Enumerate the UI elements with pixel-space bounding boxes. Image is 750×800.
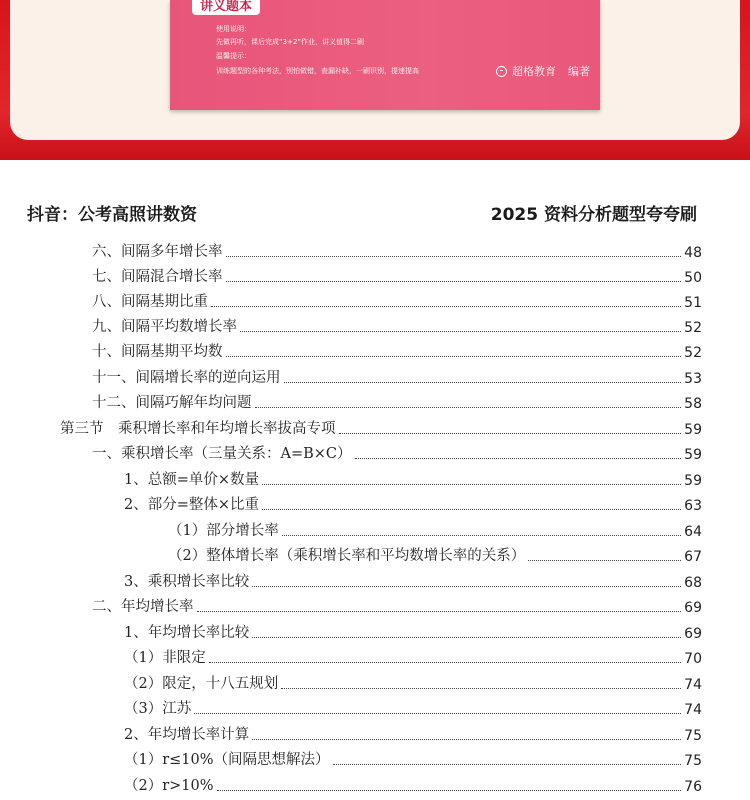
toc-entry-page: 69	[684, 626, 702, 642]
toc-entry	[92, 289, 702, 311]
toc-dot-leader	[211, 306, 681, 307]
toc-entry	[124, 645, 702, 667]
toc-dot-leader	[282, 535, 681, 536]
toc-entry	[124, 696, 702, 718]
toc-entry-title: 3、乘积增长率比较	[124, 574, 250, 590]
toc-entry-page: 50	[684, 270, 702, 286]
toc-entry-page: 74	[684, 677, 702, 693]
toc-entry	[124, 569, 702, 591]
toc-dot-leader	[333, 764, 682, 765]
toc-entry-page: 75	[684, 728, 702, 744]
toc-entry-title: 八、间隔基期比重	[92, 294, 208, 310]
toc-dot-leader	[252, 586, 681, 587]
toc-entry	[92, 239, 702, 261]
banner-inner-panel	[10, 0, 740, 140]
toc-entry-title: 1、总额=单价×数量	[124, 472, 260, 488]
toc-entry-title: （2）限定，十八五规划	[124, 676, 279, 692]
header-left-text: 抖音：公考高照讲数资	[27, 205, 197, 225]
toc-entry-page: 67	[684, 549, 702, 565]
toc-entry	[92, 314, 702, 336]
toc-entry-page: 52	[684, 320, 702, 336]
toc-entry-title: 1、年均增长率比较	[124, 625, 250, 641]
toc-entry	[168, 518, 702, 540]
toc-entry-page: 76	[684, 779, 702, 795]
cover-tag: 讲义题本	[192, 0, 260, 15]
toc-dot-leader	[197, 611, 682, 612]
toc-entry	[168, 543, 702, 565]
toc-entry-title: 九、间隔平均数增长率	[92, 319, 237, 335]
toc-entry	[124, 747, 702, 769]
toc-dot-leader	[252, 739, 681, 740]
toc-entry-page: 68	[684, 575, 702, 591]
toc-entry-title: （2）整体增长率（乘积增长率和平均数增长率的关系）	[168, 548, 526, 564]
toc-entry-page: 48	[684, 245, 702, 261]
toc-dot-leader	[194, 713, 681, 714]
toc-entry	[60, 416, 702, 438]
toc-dot-leader	[255, 407, 682, 408]
book-cover-banner	[0, 0, 750, 160]
toc-entry-title: （3）江苏	[124, 701, 192, 717]
toc-dot-leader	[226, 356, 682, 357]
toc-entry	[124, 773, 702, 795]
toc-dot-leader	[262, 484, 681, 485]
toc-entry-page: 75	[684, 753, 702, 769]
toc-dot-leader	[528, 560, 681, 561]
cover-usage-title: 使用说明：	[216, 25, 251, 33]
toc-entry-title: 第三节 乘积增长率和年均增长率拔高专项	[60, 421, 336, 437]
page-header	[27, 200, 697, 226]
toc-entry	[92, 365, 702, 387]
book-cover	[170, 0, 600, 110]
toc-entry-page: 59	[684, 447, 702, 463]
toc-entry-title: 六、间隔多年增长率	[92, 244, 223, 260]
toc-dot-leader	[281, 688, 681, 689]
toc-dot-leader	[355, 458, 682, 459]
toc-entry	[124, 492, 702, 514]
toc-entry-page: 69	[684, 600, 702, 616]
cover-usage-text: 先做再听，课后完成“3+2”作业，讲义值得二刷	[216, 38, 365, 46]
toc-entry-title: 一、乘积增长率（三量关系：A=B×C）	[92, 446, 352, 462]
toc-dot-leader	[252, 637, 681, 638]
toc-entry	[92, 264, 702, 286]
toc-entry	[92, 441, 702, 463]
toc-entry	[92, 339, 702, 361]
toc-entry	[124, 620, 702, 642]
toc-entry-title: 2、部分=整体×比重	[124, 497, 260, 513]
toc-entry-title: （1）部分增长率	[168, 523, 279, 539]
cover-publisher	[496, 63, 590, 79]
publisher-name: 超格教育	[512, 65, 556, 78]
toc-entry	[124, 467, 702, 489]
cover-tip-text: 训练题型的各种考法，别怕做错，查漏补缺，一刷识别，提速提高	[216, 67, 419, 75]
cover-tip-title: 温馨提示：	[216, 52, 251, 60]
toc-entry	[92, 390, 702, 412]
toc-entry-title: （2）r>10%	[124, 778, 214, 794]
toc-dot-leader	[226, 281, 682, 282]
toc-entry-title: 二、年均增长率	[92, 599, 194, 615]
toc-entry-page: 53	[684, 371, 702, 387]
toc-entry-page: 59	[684, 473, 702, 489]
toc-entry-title: 七、间隔混合增长率	[92, 269, 223, 285]
publisher-role: 编著	[568, 65, 590, 78]
toc-entry-title: 十一、间隔增长率的逆向运用	[92, 370, 281, 386]
toc-dot-leader	[339, 433, 682, 434]
toc-entry-page: 59	[684, 422, 702, 438]
toc-entry-title: 十二、间隔巧解年均问题	[92, 395, 252, 411]
toc-entry	[92, 594, 702, 616]
toc-entry-title: （1）r≤10%（间隔思想解法）	[124, 752, 330, 768]
toc-entry-page: 74	[684, 702, 702, 718]
toc-dot-leader	[217, 790, 682, 791]
toc-entry-title: 2、年均增长率计算	[124, 727, 250, 743]
toc-entry-title: 十、间隔基期平均数	[92, 344, 223, 360]
toc-dot-leader	[240, 331, 681, 332]
toc-entry-page: 64	[684, 524, 702, 540]
header-right-text: 2025 资料分析题型夸夸刷	[490, 205, 697, 225]
toc-entry-page: 51	[684, 295, 702, 311]
toc-entry	[124, 671, 702, 693]
toc-entry-page: 58	[684, 396, 702, 412]
chaoge-logo-icon	[496, 66, 507, 77]
toc-entry	[124, 722, 702, 744]
toc-entry-page: 70	[684, 651, 702, 667]
toc-entry-title: （1）非限定	[124, 650, 206, 666]
toc-entry-page: 52	[684, 345, 702, 361]
toc-dot-leader	[284, 382, 682, 383]
toc-dot-leader	[209, 662, 681, 663]
toc-entry-page: 63	[684, 498, 702, 514]
toc-dot-leader	[262, 509, 681, 510]
toc-dot-leader	[226, 256, 682, 257]
